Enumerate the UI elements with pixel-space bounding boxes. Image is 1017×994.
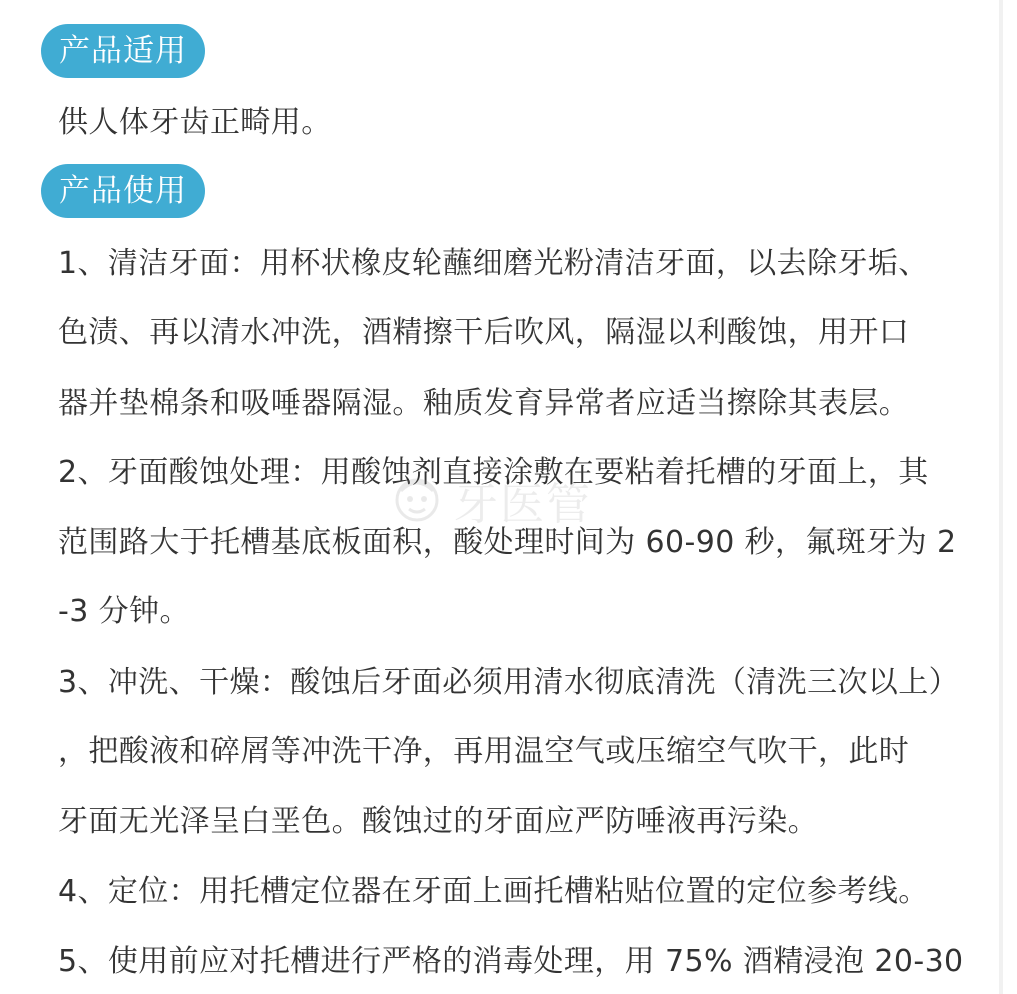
usage-line: 色渍、再以清水冲洗，酒精擦干后吹风，隔湿以利酸蚀，用开口 — [58, 315, 910, 350]
usage-line: 牙面无光泽呈白垩色。酸蚀过的牙面应严防唾液再污染。 — [58, 804, 818, 839]
section-heading-usage: 产品使用 — [41, 164, 205, 218]
usage-line: -3 分钟。 — [58, 594, 190, 629]
usage-line: 2、牙面酸蚀处理：用酸蚀剂直接涂敷在要粘着托槽的牙面上，其 — [58, 455, 929, 490]
scrollbar-track[interactable] — [999, 0, 1003, 994]
section-heading-applicable: 产品适用 — [41, 24, 205, 78]
applicable-text: 供人体牙齿正畸用。 — [58, 105, 332, 140]
usage-line: 器并垫棉条和吸唾器隔湿。釉质发育异常者应适当擦除其表层。 — [58, 386, 910, 421]
usage-line: 3、冲洗、干燥：酸蚀后牙面必须用清水彻底清洗（清洗三次以上） — [58, 665, 960, 700]
watermark-text: 牙医管 — [454, 479, 592, 530]
usage-line: ，把酸液和碎屑等冲洗干净，再用温空气或压缩空气吹干，此时 — [58, 734, 910, 769]
usage-line: 5、使用前应对托槽进行严格的消毒处理，用 75% 酒精浸泡 20-30 — [58, 944, 964, 979]
usage-line: 范围路大于托槽基底板面积，酸处理时间为 60-90 秒，氟斑牙为 2 — [58, 525, 957, 560]
usage-line: 4、定位：用托槽定位器在牙面上画托槽粘贴位置的定位参考线。 — [58, 874, 929, 909]
usage-line: 1、清洁牙面：用杯状橡皮轮蘸细磨光粉清洁牙面，以去除牙垢、 — [58, 246, 929, 281]
